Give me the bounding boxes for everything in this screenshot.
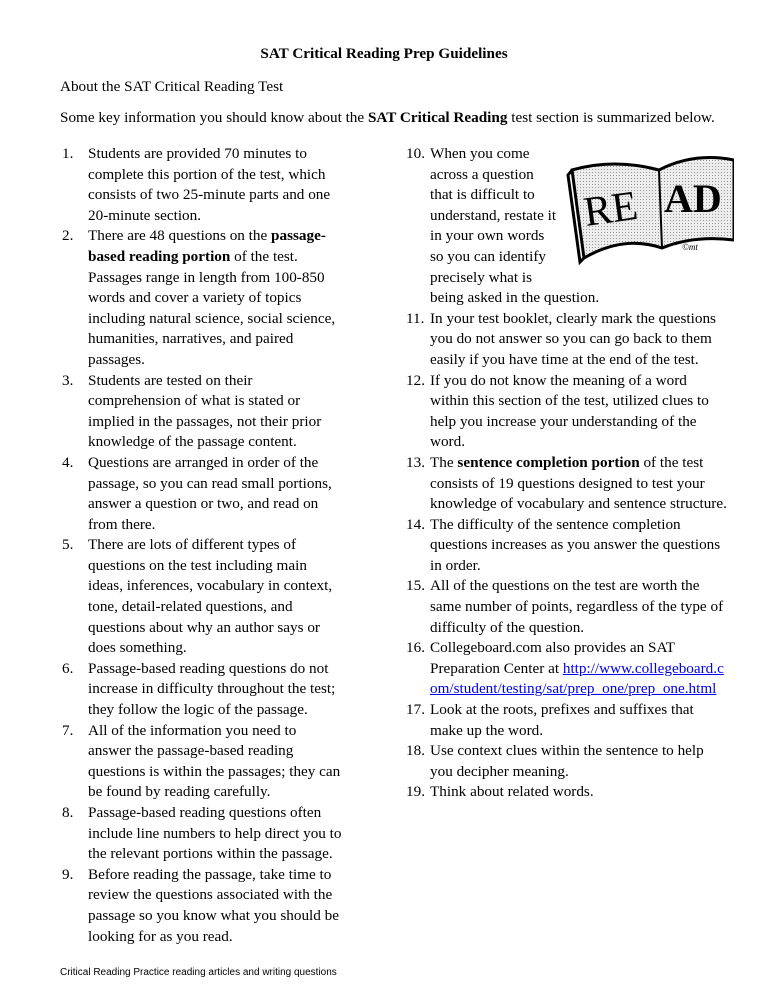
item-number: 5. bbox=[62, 536, 74, 554]
footer: Critical Reading Practice reading articles and writing questions bbox=[60, 967, 337, 978]
list-item bbox=[406, 782, 728, 803]
item-number: 14. bbox=[406, 515, 425, 533]
intro-text: Some key information you should know about the bbox=[60, 109, 368, 126]
section-heading: About the SAT Critical Reading Test bbox=[60, 78, 284, 95]
item-number: 19. bbox=[406, 783, 425, 801]
list-item bbox=[62, 226, 342, 370]
item-number: 11. bbox=[406, 309, 425, 327]
list-item bbox=[406, 700, 728, 741]
intro-paragraph bbox=[60, 108, 715, 129]
read-book-image bbox=[564, 150, 734, 270]
item-number: 1. bbox=[62, 145, 74, 162]
item-text: Think about related words. bbox=[430, 783, 594, 801]
item-number: 2. bbox=[62, 227, 74, 245]
item-number: 17. bbox=[406, 701, 425, 719]
item-text: There are 48 questions on the bbox=[88, 227, 272, 245]
item-number: 10. bbox=[406, 145, 425, 162]
item-number: 12. bbox=[406, 371, 425, 389]
item-number: 18. bbox=[406, 742, 425, 760]
intro-bold: SAT Critical Reading bbox=[367, 109, 508, 126]
item-text: In your test booklet, clearly mark the questions you do not answer so you can go back to them easily if you have time at the end of the test. bbox=[430, 309, 716, 368]
guidelines-list-left bbox=[62, 144, 342, 947]
item-text: Before reading the passage, take time to review the questions associated with the passage so you know what you should be looking for as you read. bbox=[88, 865, 339, 945]
intro-text-end: test section is summarized below. bbox=[507, 109, 715, 126]
item-number: 8. bbox=[62, 804, 74, 821]
svg-text:©mt: ©mt bbox=[682, 242, 698, 252]
list-item bbox=[62, 453, 342, 535]
svg-text:RE: RE bbox=[580, 182, 641, 236]
guidelines-list-right bbox=[406, 144, 728, 803]
item-text: The bbox=[430, 453, 458, 471]
item-text: When you come across a question that is difficult to understand, restate it in your own words so you can identify precisely what is being asked in the question. bbox=[430, 145, 600, 307]
list-item bbox=[62, 371, 342, 453]
list-item bbox=[406, 741, 728, 782]
list-item bbox=[62, 144, 342, 226]
item-text: All of the questions on the test are worth the same number of points, regardless of the type of difficulty of the question. bbox=[430, 577, 724, 636]
item-text: Passage-based reading questions do not increase in difficulty throughout the test; they follow the logic of the passage. bbox=[88, 659, 336, 719]
item-bold: passage-based reading portion bbox=[88, 227, 326, 265]
item-text: Passage-based reading questions often include line numbers to help direct you to the relevant portions within the passage. bbox=[88, 804, 342, 863]
item-text: Use context clues within the sentence to help you decipher meaning. bbox=[430, 742, 704, 780]
item-text: The difficulty of the sentence completion questions increases as you answer the questions in order. bbox=[430, 515, 721, 574]
page-title: SAT Critical Reading Prep Guidelines bbox=[260, 45, 508, 62]
list-item bbox=[62, 535, 342, 659]
item-bold: sentence completion portion bbox=[457, 453, 640, 471]
prep-center-link[interactable]: http://www.collegeboard.com/student/testing/sat/prep_one/prep_one.html bbox=[430, 659, 724, 698]
item-number: 9. bbox=[62, 865, 74, 883]
item-number: 4. bbox=[62, 453, 74, 471]
item-text: Students are tested on their comprehension of what is stated or implied in the passages, not their prior knowledge of the passage content. bbox=[88, 371, 322, 451]
list-item bbox=[406, 638, 728, 700]
list-item bbox=[406, 144, 728, 309]
list-item bbox=[406, 576, 728, 638]
list-item bbox=[406, 371, 728, 453]
item-text: Collegeboard.com also provides an SAT Preparation Center at bbox=[430, 639, 675, 677]
item-text: If you do not know the meaning of a word within this section of the test, utilized clues to help you increase your understanding of the word. bbox=[430, 371, 709, 451]
item-text: All of the information you need to answer the passage-based reading questions is within the passages; they can be found by reading carefully. bbox=[88, 721, 341, 801]
item-text: Look at the roots, prefixes and suffixes that make up the word. bbox=[430, 701, 694, 739]
item-text: Questions are arranged in order of the passage, so you can read small portions, answer a question or two, and read on from there. bbox=[88, 453, 332, 533]
item-text: There are lots of different types of questions on the test including main ideas, inferences, vocabulary in context, tone, detail-related questions, and questions about why an author says or does something. bbox=[88, 536, 333, 657]
item-text: Students are provided 70 minutes to complete this portion of the test, which consists of two 25-minute parts and one 20-minute section. bbox=[88, 145, 331, 224]
item-number: 13. bbox=[406, 453, 425, 471]
item-number: 7. bbox=[62, 721, 74, 739]
svg-text:AD: AD bbox=[664, 176, 722, 221]
list-item bbox=[62, 803, 342, 865]
list-item bbox=[406, 515, 728, 577]
item-number: 15. bbox=[406, 577, 425, 595]
list-item bbox=[406, 453, 728, 515]
list-item bbox=[62, 865, 342, 947]
list-item bbox=[406, 309, 728, 371]
list-item bbox=[62, 721, 342, 803]
item-number: 6. bbox=[62, 659, 74, 677]
item-text-end: of the test. Passages range in length from 100-850 words and cover a variety of topics including natural science, social science, humanities, narratives, and paired passages. bbox=[88, 247, 336, 368]
item-number: 3. bbox=[62, 371, 74, 389]
item-text-end: of the test consists of 19 questions designed to test your knowledge of vocabulary and sentence structure. bbox=[430, 453, 727, 513]
list-item bbox=[62, 659, 342, 721]
item-number: 16. bbox=[406, 639, 425, 657]
